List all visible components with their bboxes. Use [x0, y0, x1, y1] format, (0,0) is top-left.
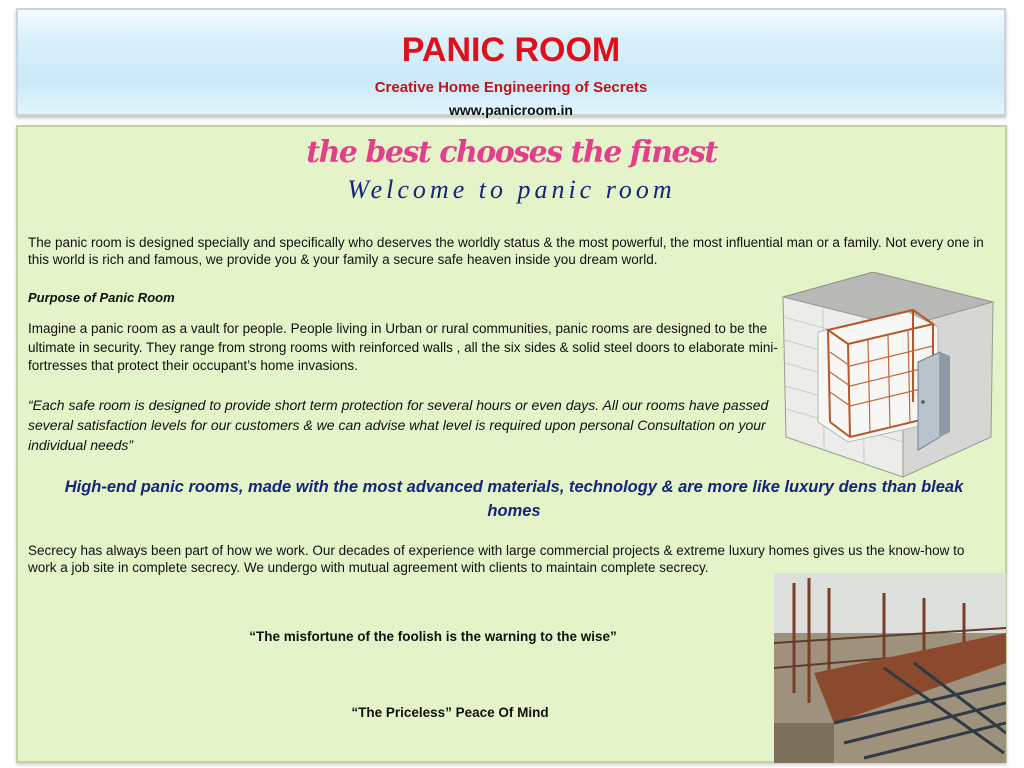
welcome-heading: Welcome to panic room — [347, 175, 676, 204]
secrecy-paragraph: Secrecy has always been part of how we work. Our decades of experience with large commercial projects & extreme luxury homes gives us the know-how to work a job site in complete secrecy. We undergo with mutual agreement with clients to maintain complete secrecy. — [28, 543, 965, 575]
tagline: the best chooses the finest — [306, 135, 717, 170]
page-title: PANIC ROOM — [401, 31, 621, 69]
safe-room-quote: “Each safe room is designed to provide short term protection for several hours or even days. All our rooms have passed several satisfaction levels for our customers & we can advise what level is required upon personal Consultation on your individual needs” — [28, 397, 769, 453]
page-subtitle: Creative Home Engineering of Secrets — [374, 79, 648, 96]
construction-site-photo — [774, 573, 1006, 763]
saying-misfortune: “The misfortune of the foolish is the warning to the wise” — [249, 629, 617, 644]
purpose-heading: Purpose of Panic Room — [28, 290, 175, 305]
content-panel — [16, 125, 1007, 763]
purpose-paragraph: Imagine a panic room as a vault for people. People living in Urban or rural communities, panic rooms are designed to be the ultimate in security. They range from strong rooms with reinforced walls , all the six sides & solid steel doors to elaborate mini-fortresses that protect their occupant’s home invasions. — [28, 321, 778, 373]
panic-room-illustration — [778, 272, 998, 482]
saying-peace-of-mind: “The Priceless” Peace Of Mind — [351, 705, 549, 720]
highlight-statement: High-end panic rooms, made with the most advanced materials, technology & are more like luxury dens than bleak homes — [64, 478, 964, 520]
website-url: www.panicroom.in — [449, 102, 573, 118]
intro-paragraph: The panic room is designed specially and specifically who deserves the worldly status & the most powerful, the most influential man or a family. Not every one in this world is rich and famous, we provide you & your family a secure safe heaven inside you dream world. — [28, 235, 984, 267]
header-banner — [16, 8, 1006, 116]
